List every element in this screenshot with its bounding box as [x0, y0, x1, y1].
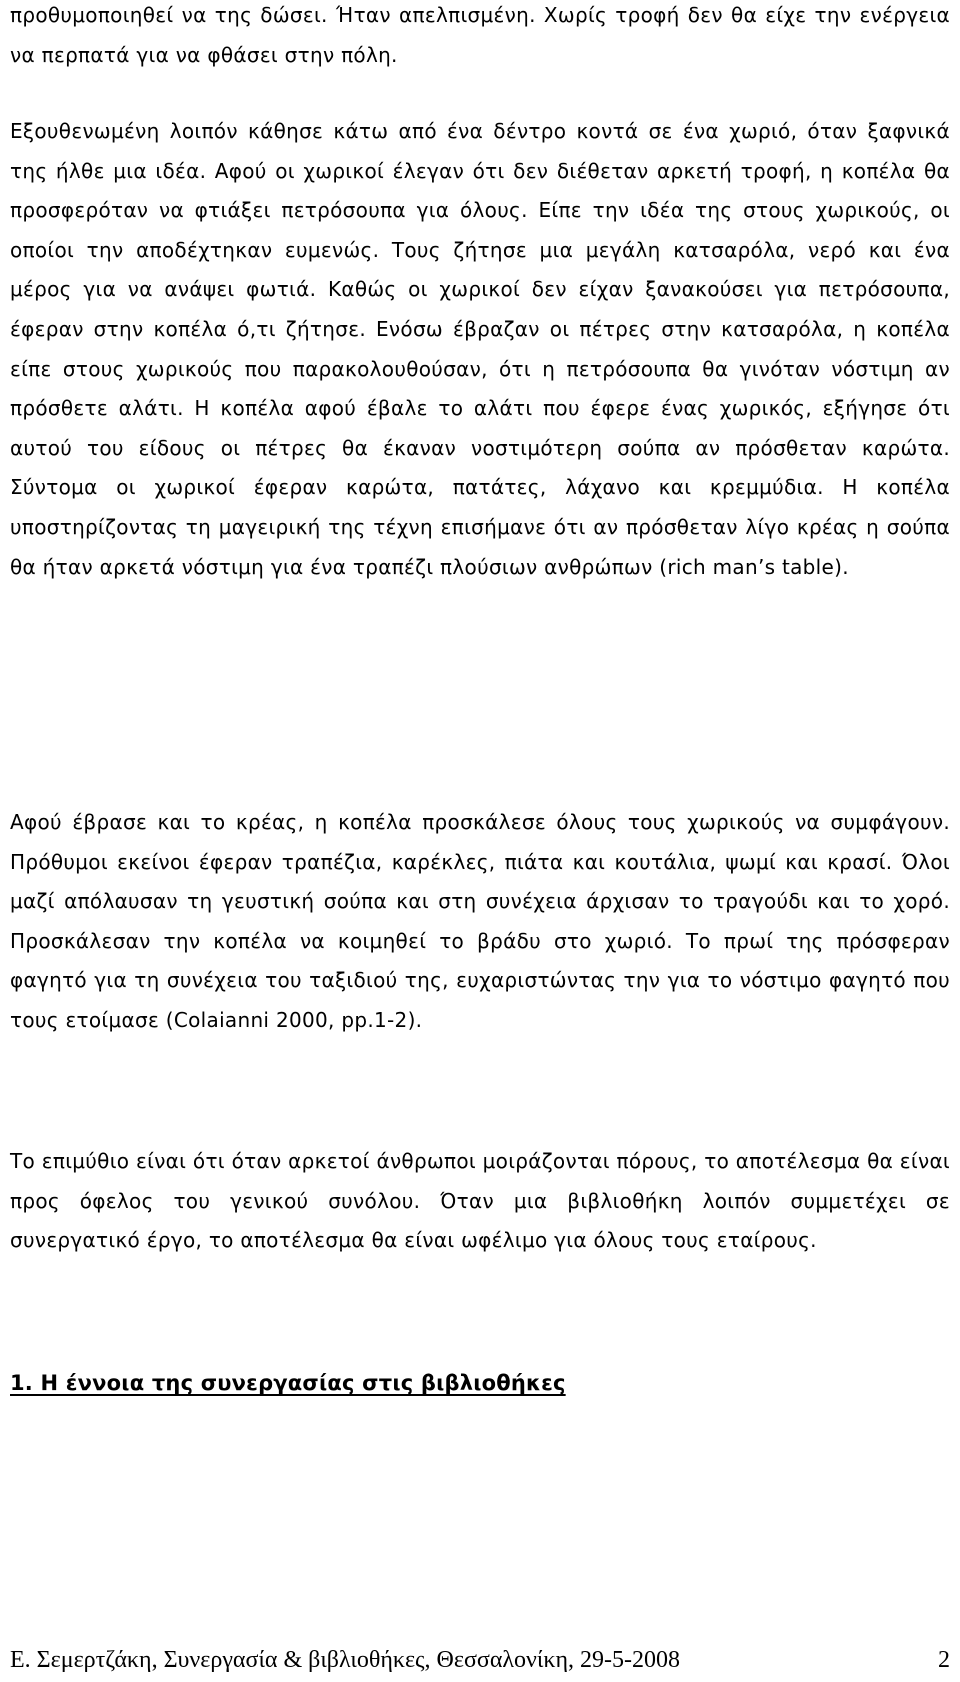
page-footer [10, 1643, 950, 1677]
page-number: 2 [938, 1647, 950, 1673]
footer-citation: Ε. Σεμερτζάκη, Συνεργασία & βιβλιοθήκες, Θεσσαλονίκη, 29-5-2008 [10, 1647, 680, 1673]
paragraph-moral: Το επιμύθιο είναι ότι όταν αρκετοί άνθρωποι μοιράζονται πόρους, το αποτέλεσμα θα είναι προς όφελος του γενικού συνόλου. Όταν μια βιβλιοθήκη λοιπόν συμμετέχει σε συνεργατικό έργο, το αποτέλεσμα θα είναι ωφέλιμο για όλους τους εταίρους. [10, 1149, 950, 1253]
section-heading: 1. Η έννοια της συνεργασίας στις βιβλιοθήκες [10, 1371, 566, 1395]
paragraph-story: Εξουθενωμένη λοιπόν κάθησε κάτω από ένα δέντρο κοντά σε ένα χωριό, όταν ξαφνικά της ήλθε μια ιδέα. Αφού οι χωρικοί έλεγαν ότι δεν διέθεταν αρκετή τροφή, η κοπέλα θα προσφερόταν να φτιάξει πετρόσουπα για όλους. Είπε την ιδέα της στους χωρικούς, οι οποίοι την αποδέχτηκαν ευμενώς. Τους ζήτησε μια μεγάλη κατσαρόλα, νερό και ένα μέρος για να ανάψει φωτιά. Καθώς οι χωρικοί δεν είχαν ξανακούσει για πετρόσουπα, έφεραν στην κοπέλα ό,τι ζήτησε. Ενόσω έβραζαν οι πέτρες στην κατσαρόλα, η κοπέλα είπε στους χωρικούς που παρακολουθούσαν, ότι η πετρόσουπα θα γινόταν νόστιμη αν πρόσθετε αλάτι. Η κοπέλα αφού έβαλε το αλάτι που έφερε ένας χωρικός, εξήγησε ότι αυτού του είδους οι πέτρες θα έκαναν νοστιμότερη σούπα αν πρόσθεταν καρώτα. Σύντομα οι χωρικοί έφεραν καρώτα, πατάτες, λάχανο και κρεμμύδια. Η κοπέλα υποστηρίζοντας τη μαγειρική της τέχνη επισήμανε ότι αν πρόσθεταν λίγο κρέας η σούπα θα ήταν αρκετά νόστιμη για ένα τραπέζι πλούσιων ανθρώπων (rich man’s table). [10, 119, 950, 579]
paragraph-continuation: προθυμοποιηθεί να της δώσει. Ήταν απελπισμένη. Χωρίς τροφή δεν θα είχε την ενέργεια να περπατά για να φθάσει στην πόλη. [10, 3, 950, 67]
paragraph-feast: Αφού έβρασε και το κρέας, η κοπέλα προσκάλεσε όλους τους χωρικούς να συμφάγουν. Πρόθυμοι εκείνοι έφεραν τραπέζια, καρέκλες, πιάτα και κουτάλια, ψωμί και κρασί. Όλοι μαζί απόλαυσαν τη γευστική σούπα και στη συνέχεια άρχισαν το τραγούδι και το χορό. Προσκάλεσαν την κοπέλα να κοιμηθεί το βράδυ στο χωριό. Το πρωί της πρόσφεραν φαγητό για τη συνέχεια του ταξιδιού της, ευχαριστώντας την για το νόστιμο φαγητό που τους ετοίμασε (Colaianni 2000, pp.1-2). [10, 810, 950, 1032]
